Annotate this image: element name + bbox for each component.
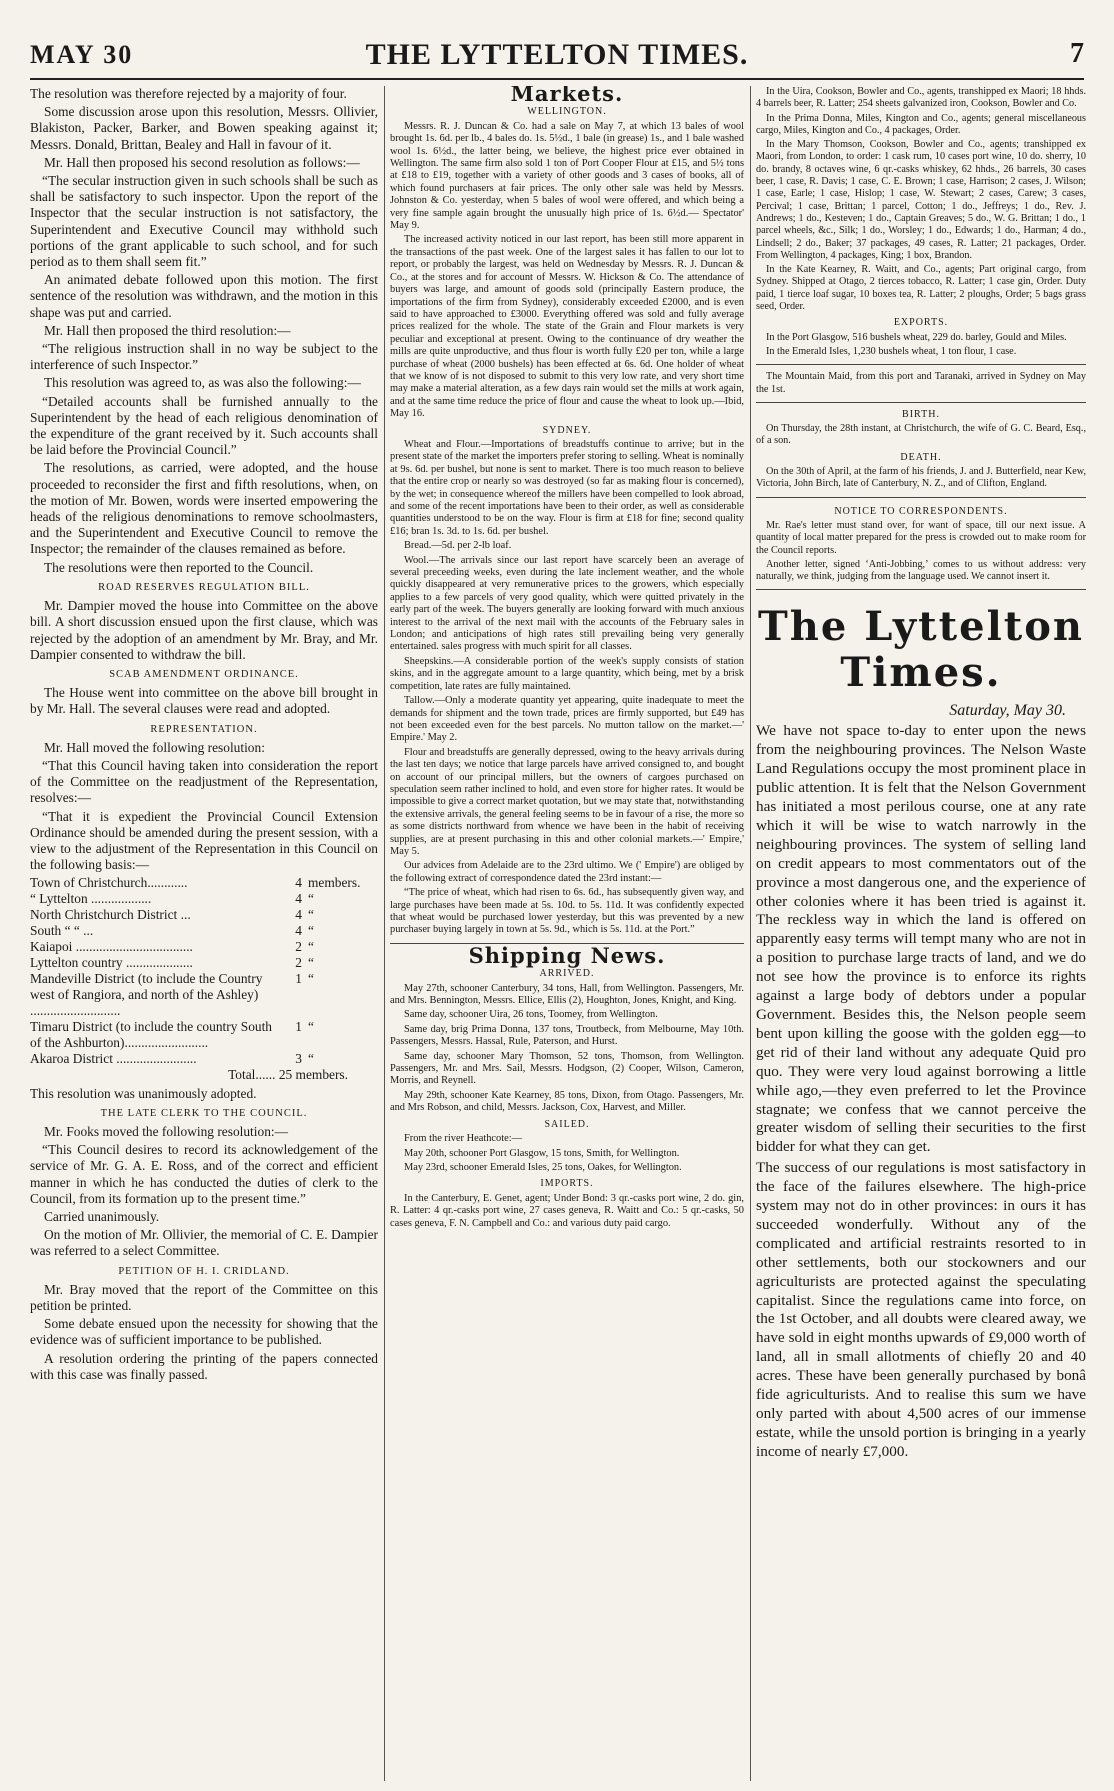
quoted-resolution: “The religious instruction shall in no way be subject to the interference of such Inspector.”	[30, 341, 378, 373]
section-heading: PETITION OF H. I. CRIDLAND.	[118, 1265, 290, 1277]
district-name: Akaroa District ........................	[30, 1051, 197, 1067]
paragraph: Mr. Hall then proposed the third resolution:—	[44, 322, 291, 338]
paragraph: On the motion of Mr. Ollivier, the memorial of C. E. Dampier was referred to a select Committee.	[30, 1227, 378, 1259]
paragraph: The House went into committee on the above bill brought in by Mr. Hall. The several clauses were read and adopted.	[30, 685, 378, 717]
paragraph: This resolution was unanimously adopted.	[30, 1085, 257, 1101]
section-heading: IMPORTS.	[540, 1178, 594, 1190]
member-unit: “	[308, 891, 314, 907]
paragraph: Same day, schooner Uira, 26 tons, Toomey, from Wellington.	[404, 1009, 658, 1021]
section-heading: WELLINGTON.	[527, 106, 607, 118]
paragraph: Flour and breadstuffs are generally depressed, owing to the heavy arrivals during the last ten days; we notice that large parcels have arrived consigned to, and bought on account of our principal millers, but the owners of cargoes purchased on speculation seem rather inclined to hold, and even store for higher rates. It would be impossible to give a correct market quotation, but we may state that, notwithstanding the extensive arrivals, the general feeling seems to be in favour of a rise, the more so as some districts northward from whence we have been in the habit of receiving supplies, are at present purchasing in this and other colonial markets.—' Empire,' May 5.	[390, 746, 744, 857]
section-heading: SYDNEY.	[542, 424, 592, 436]
paragraph: In the Kate Kearney, R. Waitt, and Co., agents; Part original cargo, from Sydney. Shipped at Otago, 2 tierces tobacco, R. Latter; 1 case gin, Order. Duty paid, 1 tierce loaf sugar, 10 boxes tea, R. Latter; 2 ploughs, Order; 5 bags grass seed, Order.	[756, 264, 1086, 313]
section-heading: ROAD RESERVES REGULATION BILL.	[98, 581, 310, 593]
paragraph: This resolution was agreed to, as was also the following:—	[44, 375, 361, 391]
editorial-masthead: The Lyttelton Times.	[758, 603, 1084, 697]
district-name: North Christchurch District ...	[30, 907, 191, 923]
member-unit: members.	[308, 875, 361, 891]
column-markets-shipping	[390, 86, 744, 1781]
paragraph: An animated debate followed upon this motion. The first sentence of the resolution was withdrawn, and the motion in this shape was put and carried.	[30, 272, 378, 320]
paragraph: Mr. Hall then proposed his second resolution as follows:—	[44, 154, 360, 170]
member-count: 4	[295, 891, 302, 907]
paragraph: In the Prima Donna, Miles, Kington and Co., agents; general miscellaneous cargo, Miles, Kington and Co., 4 packages, Order.	[756, 112, 1086, 136]
paragraph: May 27th, schooner Canterbury, 34 tons, Hall, from Wellington. Passengers, Mr. and Mrs. Bennington, Messrs. Ellice, Ellis (2), Houghton, Jones, Knight, and King.	[390, 982, 744, 1007]
paragraph: The resolutions, as carried, were adopted, and the house proceeded to reconsider the first and fifth resolutions, when, on the motion of Mr. Bowen, words were inserted empowering the heads of the religious denominations to remove schoolmasters, and the Superintendent and Executive Council to remove the Inspector; the remainder of the clauses remained as before.	[30, 460, 378, 557]
column-notices-editorial	[756, 86, 1086, 1781]
paragraph: We have not space to-day to enter upon the news from the neighbouring provinces. The Nelson Waste Land Regulations occupy the most prominent place in public attention. It is felt that the Nelson Government has initiated a most perilous course, one at any rate which it will be wise to watch narrowly in the neighbouring provinces. The system of selling land on credit appears to most commentators out of the province a most dangerous one, and the experience of other colonies where it has been tried is against it. The reckless way in which the land is offered on apparently easy terms will tempt many who are not in a position to purchase large tracts of land, and we do not see how the province is to enforce its rights against a large body of debtors under a popular Government. Besides this, the Nelson people seem bent upon killing the goose with the golden egg—to get rid of their land without any adequate Quid pro quo. They were very loud against borrowing a little while ago,—they even preferred to let the Province stagnate; we confess that we cannot perceive the greater wisdom of selling their securities to the first bidder for what they can get.	[756, 722, 1086, 1156]
member-unit: “	[308, 1051, 314, 1067]
paragraph: May 20th, schooner Port Glasgow, 15 tons, Smith, for Wellington.	[404, 1147, 680, 1159]
paragraph: From the river Heathcote:—	[404, 1133, 523, 1145]
member-unit: “	[308, 939, 314, 955]
paragraph: The increased activity noticed in our last report, has been still more apparent in the transactions of the past week. One of the largest sales it has fallen to our lot to report, or probably the largest, was held on Wednesday by Messrs. R. J. Duncan & Co., at the stores and for account of Messrs. W. Hickson & Co. The attendance of buyers was large, and amount of goods sold (principally Eastern produce, the importations of the firm from Sydney), considerably exceeded £2000, and is even said to have approached to £3000. Everything offered was sold and fully average prices realized for the whole. The state of the Grain and Flour markets is very peculiar and exceptional at present. Owing to the continuance of dry weather the mills are quite unproductive, and thus flour is worth fully £20 per ton, while a large purchase of wheat (2000 bushels) has been effected at 6s. 6d. One holder of wheat that we know of is not disposed to submit to this very low rate, and very short time may make a material alteration, as a few days rain would set the mills at work again, and at the same time reduce the price of flour and cause the wheat to look up.—Ibid, May 16.	[390, 234, 744, 420]
section-heading: SAILED.	[544, 1118, 590, 1130]
member-unit: “	[308, 955, 314, 971]
paragraph: Mr. Dampier moved the house into Committee on the above bill. A short discussion ensued upon the first clause, which was rejected by the adoption of an amendment by Mr. Bray, and Mr. Dampier consented to withdraw the bill.	[30, 598, 378, 662]
column-council-report	[30, 86, 378, 1781]
column-rule	[750, 86, 751, 1781]
section-heading: REPRESENTATION.	[150, 723, 258, 735]
representation-total: Total...... 25 members.	[228, 1067, 348, 1083]
district-name: Kaiapoi ...................................	[30, 939, 193, 955]
table-row	[30, 1051, 378, 1067]
district-name: South “ “ ...	[30, 923, 94, 939]
paragraph: In the Mary Thomson, Cookson, Bowler and Co., agents; transhipped ex Maori, from London, to order: 1 cask rum, 10 cases port wine, 10 do. sherry, 10 do. brandy, 8 octaves wine, 6 qr.-casks whiskey, 62 hhds., 26 barrels, 30 cases beer, 1 case, R. Davis; 1 case, C. E. Brown; 1 case, Harrison; 2 cases, J. Wilson; 1 case, Earle; 1 case, Hislop; 1 case, W. Stewart; 2 cases, Carew; 3 cases, Percival; 1 case, Brittan; 1 parcel, Cotton; 1 do., Jeffreys; 1 do., Rev. J. Andrews; 1 do., Kesteven; 1 do., Captain Greaves; 5 do., W. G. Brittan; 1 do., 1 parcel wheels, &c., Silk; 1 do., Worsley; 1 do., Edwards; 1 do., Harman; 4 do., Lindsell; 2 do., Baker; 37 packages, 49 cases, R. Latter; 21 packages, Order. From Wellington, 4 packages, King; 1 box, Brandon.	[756, 139, 1086, 261]
newspaper-title: THE LYTTELTON TIMES.	[365, 38, 749, 71]
table-row	[30, 955, 378, 971]
member-unit: “	[308, 907, 314, 923]
paragraph: Bread.—5d. per 2-lb loaf.	[404, 540, 512, 552]
editorial-date: Saturday, May 30.	[949, 702, 1066, 720]
section-heading: NOTICE TO CORRESPONDENTS.	[834, 505, 1008, 517]
death-notice: On the 30th of April, at the farm of his friends, J. and J. Butterfield, near Kew, Victoria, John Birch, late of Canterbury, N. Z., and of Clifton, England.	[756, 466, 1086, 490]
paragraph: Some discussion arose upon this resolution, Messrs. Ollivier, Blakiston, Packer, Barker, and Bowen speaking against it; Messrs. Donald, Brittan, Bealey and Hall in favour of it.	[30, 104, 378, 152]
table-row	[30, 939, 378, 955]
member-count: 2	[295, 939, 302, 955]
masthead	[30, 36, 1084, 80]
paragraph: Tallow.—Only a moderate quantity yet appearing, quite inadequate to meet the demands for shipment and the town trade, prices are firmly supported, but £49 has not been exceeded even for the best parcels. No mutton tallow on the market.—' Empire.' May 2.	[390, 695, 744, 744]
divider	[756, 364, 1086, 365]
table-row	[30, 891, 378, 907]
paragraph: Carried unanimously.	[44, 1208, 160, 1224]
member-count: 2	[295, 955, 302, 971]
paragraph: Mr. Bray moved that the report of the Committee on this petition be printed.	[30, 1281, 378, 1313]
shipping-heading: Shipping News.	[468, 942, 666, 968]
paragraph: In the Uira, Cookson, Bowler and Co., agents, transhipped ex Maori; 18 hhds. 4 barrels beer, R. Latter; 254 sheets galvanized iron, Cookson, Bowler and Co.	[756, 86, 1086, 110]
member-count: 4	[295, 923, 302, 939]
paragraph: Same day, schooner Mary Thomson, 52 tons, Thomson, from Wellington. Passengers, Mr. and Mrs. Sail, Messrs. Hodgson, (2) Cooper, Wilson, Cameron, Morris, and Reynell.	[390, 1050, 744, 1087]
divider	[756, 402, 1086, 403]
section-heading: THE LATE CLERK TO THE COUNCIL.	[100, 1107, 308, 1119]
member-count: 1	[295, 1019, 302, 1035]
section-heading: DEATH.	[900, 451, 942, 463]
quoted-resolution: “Detailed accounts shall be furnished annually to the Superintendent by the head of each religious denomination of the expenditure of the grant received by it. Such accounts shall be laid before the Provincial Council.”	[30, 393, 378, 458]
member-count: 4	[295, 907, 302, 923]
paragraph: Wool.—The arrivals since our last report have scarcely been an average of several preceeding weeks, even during the late inclement weather, and the whole quickly disappeared at very remunerative prices to the growers, which especially applies to a few parcels of very good quality, which were quitted privately in the early part of the week. The buyers generally are looking forward with much anxious interest to the arrival of the next mail with the accounts of the February sales in London; and anticipations of high rates still prevailing being very generally entertained. sales progress with much spirit for all classes.	[390, 554, 744, 653]
section-heading: ARRIVED.	[539, 968, 595, 980]
paragraph: Some debate ensued upon the necessity for showing that the evidence was of sufficient importance to be published.	[30, 1316, 378, 1348]
district-name: Town of Christchurch............	[30, 875, 188, 891]
paragraph: Mr. Hall moved the following resolution:	[44, 739, 265, 755]
section-heading: EXPORTS.	[893, 317, 949, 329]
paragraph: The resolution was therefore rejected by a majority of four.	[30, 86, 347, 101]
correspondents-box	[756, 497, 1086, 591]
paragraph: Our advices from Adelaide are to the 23rd ultimo. We (' Empire') are obliged by the following extract of correspondence dated the 23rd instant:—	[390, 860, 744, 884]
quoted-resolution: “That this Council having taken into consideration the report of the Committee on the readjustment of the Representation, resolves:—	[30, 757, 378, 806]
member-count: 3	[295, 1051, 302, 1067]
paragraph: The success of our regulations is most satisfactory in the face of the failures elsewhere. The high-price system may not do in other provinces: in ours it has succeeded wonderfully. Without any of the complicated and artificial restraints resorted to in other settlements, both our stockowners and our agriculturists are protected against the speculating capitalist. Since the regulations came into force, on the 1st October, and all doubts were cleared away, we have sold in eight months upwards of £9,000 worth of land, all in small allotments of chiefly 20 and 40 acres. These have been generally purchased by bonâ fide agriculturists. And to realise this sum we have only parted with about 4,500 acres of our immense estate, while the unsold portion is bringing in a yearly income of nearly £7,000.	[756, 1159, 1086, 1460]
paragraph: The Mountain Maid, from this port and Taranaki, arrived in Sydney on May the 1st.	[756, 371, 1086, 395]
paragraph: May 29th, schooner Kate Kearney, 85 tons, Dixon, from Otago. Passengers, Mr. and Mrs Robson, and child, Messrs. Jackson, Cox, Harvest, and Miller.	[390, 1089, 744, 1114]
section-heading: BIRTH.	[902, 408, 940, 420]
paragraph: In the Canterbury, E. Genet, agent; Under Bond: 3 qr.-casks port wine, 2 do. gin, R. Latter: 4 qr.-casks port wine, 27 cases geneva, R. Waitt and Co.: 5 qr.-casks, 50 cases geneva, F. N. Campbell and Co.: and various duty paid cargo.	[390, 1192, 744, 1229]
page-number: 7	[1070, 38, 1084, 69]
representation-table	[30, 875, 378, 1067]
member-unit: “	[308, 1019, 314, 1035]
paragraph: Messrs. R. J. Duncan & Co. had a sale on May 7, at which 13 bales of wool brought 1s. 6d. per lb., 4 bales do. 1s. 5½d., 1 bale (in grease) 1s., and 1 bale washed wool 1s. 6½d., the latter being, we believe, the highest price ever obtained in Wellington. The same firm also sold 1 ton of Port Cooper Flour at £15, and 5½ tons at £18 to £19, together with a variety of other goods and 3 cases of books, all of which found purchasers at fair prices. The only other sale was held by Messrs. Johnston & Co. yesterday, when 5 bales of wool were offered, and which being a very fine sample again brought the unusually high price of 1s. 6½d.— Spectator' May 9.	[390, 120, 744, 232]
paragraph: Another letter, signed ‘Anti-Jobbing,’ comes to us without address: very naturally, we think, judging from the language used. We cannot insert it.	[756, 558, 1086, 583]
paragraph: Mr. Rae's letter must stand over, for want of space, till our next issue. A quantity of local matter prepared for the press is crowded out to make room for the Council reports.	[756, 519, 1086, 556]
district-name: Mandeville District (to include the Country west of Rangiora, and north of the Ashley) ...........................	[30, 971, 263, 1019]
district-name: Timaru District (to include the country South of the Ashburton).........................	[30, 1019, 272, 1051]
paragraph: Mr. Fooks moved the following resolution:—	[44, 1123, 288, 1139]
member-unit: “	[308, 923, 314, 939]
quoted-resolution: “This Council desires to record its acknowledgement of the service of Mr. G. A. E. Ross, and of the correct and efficient manner in which he has conducted the duties of clerk to the Council, from its formation up to the present time.”	[30, 1142, 378, 1206]
district-name: Lyttelton country ....................	[30, 955, 193, 971]
editorial-body	[756, 722, 1086, 1461]
issue-date: MAY 30	[30, 40, 134, 69]
imports-continued	[756, 86, 1086, 590]
district-name: “ Lyttelton ..................	[30, 891, 152, 907]
table-row	[30, 907, 378, 923]
paragraph: The resolutions were then reported to the Council.	[44, 559, 314, 575]
column-rule	[384, 86, 385, 1781]
member-unit: “	[308, 971, 314, 987]
paragraph: In the Emerald Isles, 1,230 bushels wheat, 1 ton flour, 1 case.	[766, 345, 1017, 357]
paragraph: A resolution ordering the printing of the papers connected with this case was finally passed.	[30, 1350, 378, 1382]
quoted-resolution: “That it is expedient the Provincial Council Extension Ordinance should be amended during the present session, with a view to the adjustment of the Representation in this Council on the following basis:—	[30, 808, 378, 873]
table-row	[30, 923, 378, 939]
markets-heading: Markets.	[510, 86, 624, 106]
paragraph: May 23rd, schooner Emerald Isles, 25 tons, Oakes, for Wellington.	[404, 1161, 682, 1173]
table-row	[30, 971, 378, 1019]
member-count: 1	[295, 971, 302, 987]
paragraph: Same day, brig Prima Donna, 137 tons, Troutbeck, from Melbourne, May 10th. Passengers, Messrs. Hassal, Rule, Paterson, and Hurst.	[390, 1023, 744, 1048]
paragraph: Wheat and Flour.—Importations of breadstuffs continue to arrive; but in the present state of the market the importers prefer storing to selling. Wheat is nominally at 9s. 6d. per bushel, but none is sent to market. There is too much reason to believe that the entire crop or nearly so was destroyed (so far as making flour is concerned), by the wet; in consequence whereof the millers have been compelled to look abroad, and some of the recent importations have been to their order, as well as considerable quantities understood to be on the way. Flour is firm at £18 for fine; second quality £16; bran 1s. 3d. to 1s. 6d. per bushel.	[390, 438, 744, 537]
member-count: 4	[295, 875, 302, 891]
paragraph: In the Port Glasgow, 516 bushels wheat, 229 do. barley, Gould and Miles.	[766, 331, 1067, 343]
table-row	[30, 875, 378, 891]
section-heading: SCAB AMENDMENT ORDINANCE.	[109, 668, 299, 680]
birth-notice: On Thursday, the 28th instant, at Christchurch, the wife of G. C. Beard, Esq., of a son.	[756, 423, 1086, 447]
table-row	[30, 1019, 378, 1051]
quoted-resolution: “The secular instruction given in such schools shall be such as shall be satisfactory to such inspector. Upon the report of the Inspector that the secular instruction is not satisfactory, the Superintendent and Executive Council may withhold such portions of the grant applicable to such school, and for such period as to them shall seem fit.”	[30, 173, 378, 270]
paragraph: “The price of wheat, which had risen to 6s. 6d., has subsequently given way, and large purchases have been made at 5s. 10d. to 5s. 11d. It was confidently expected that wheat would be purchased lower yesterday, but this was prevented by a new purchaser buying largely in town at 5s. 9d., which is 5s. 11d. at the Port.”	[390, 887, 744, 936]
paragraph: Sheepskins.—A considerable portion of the week's supply consists of station skins, and in the aggregate amount to a large quantity, which being, met by a brisk competition, late rates are fully maintained.	[390, 655, 744, 692]
